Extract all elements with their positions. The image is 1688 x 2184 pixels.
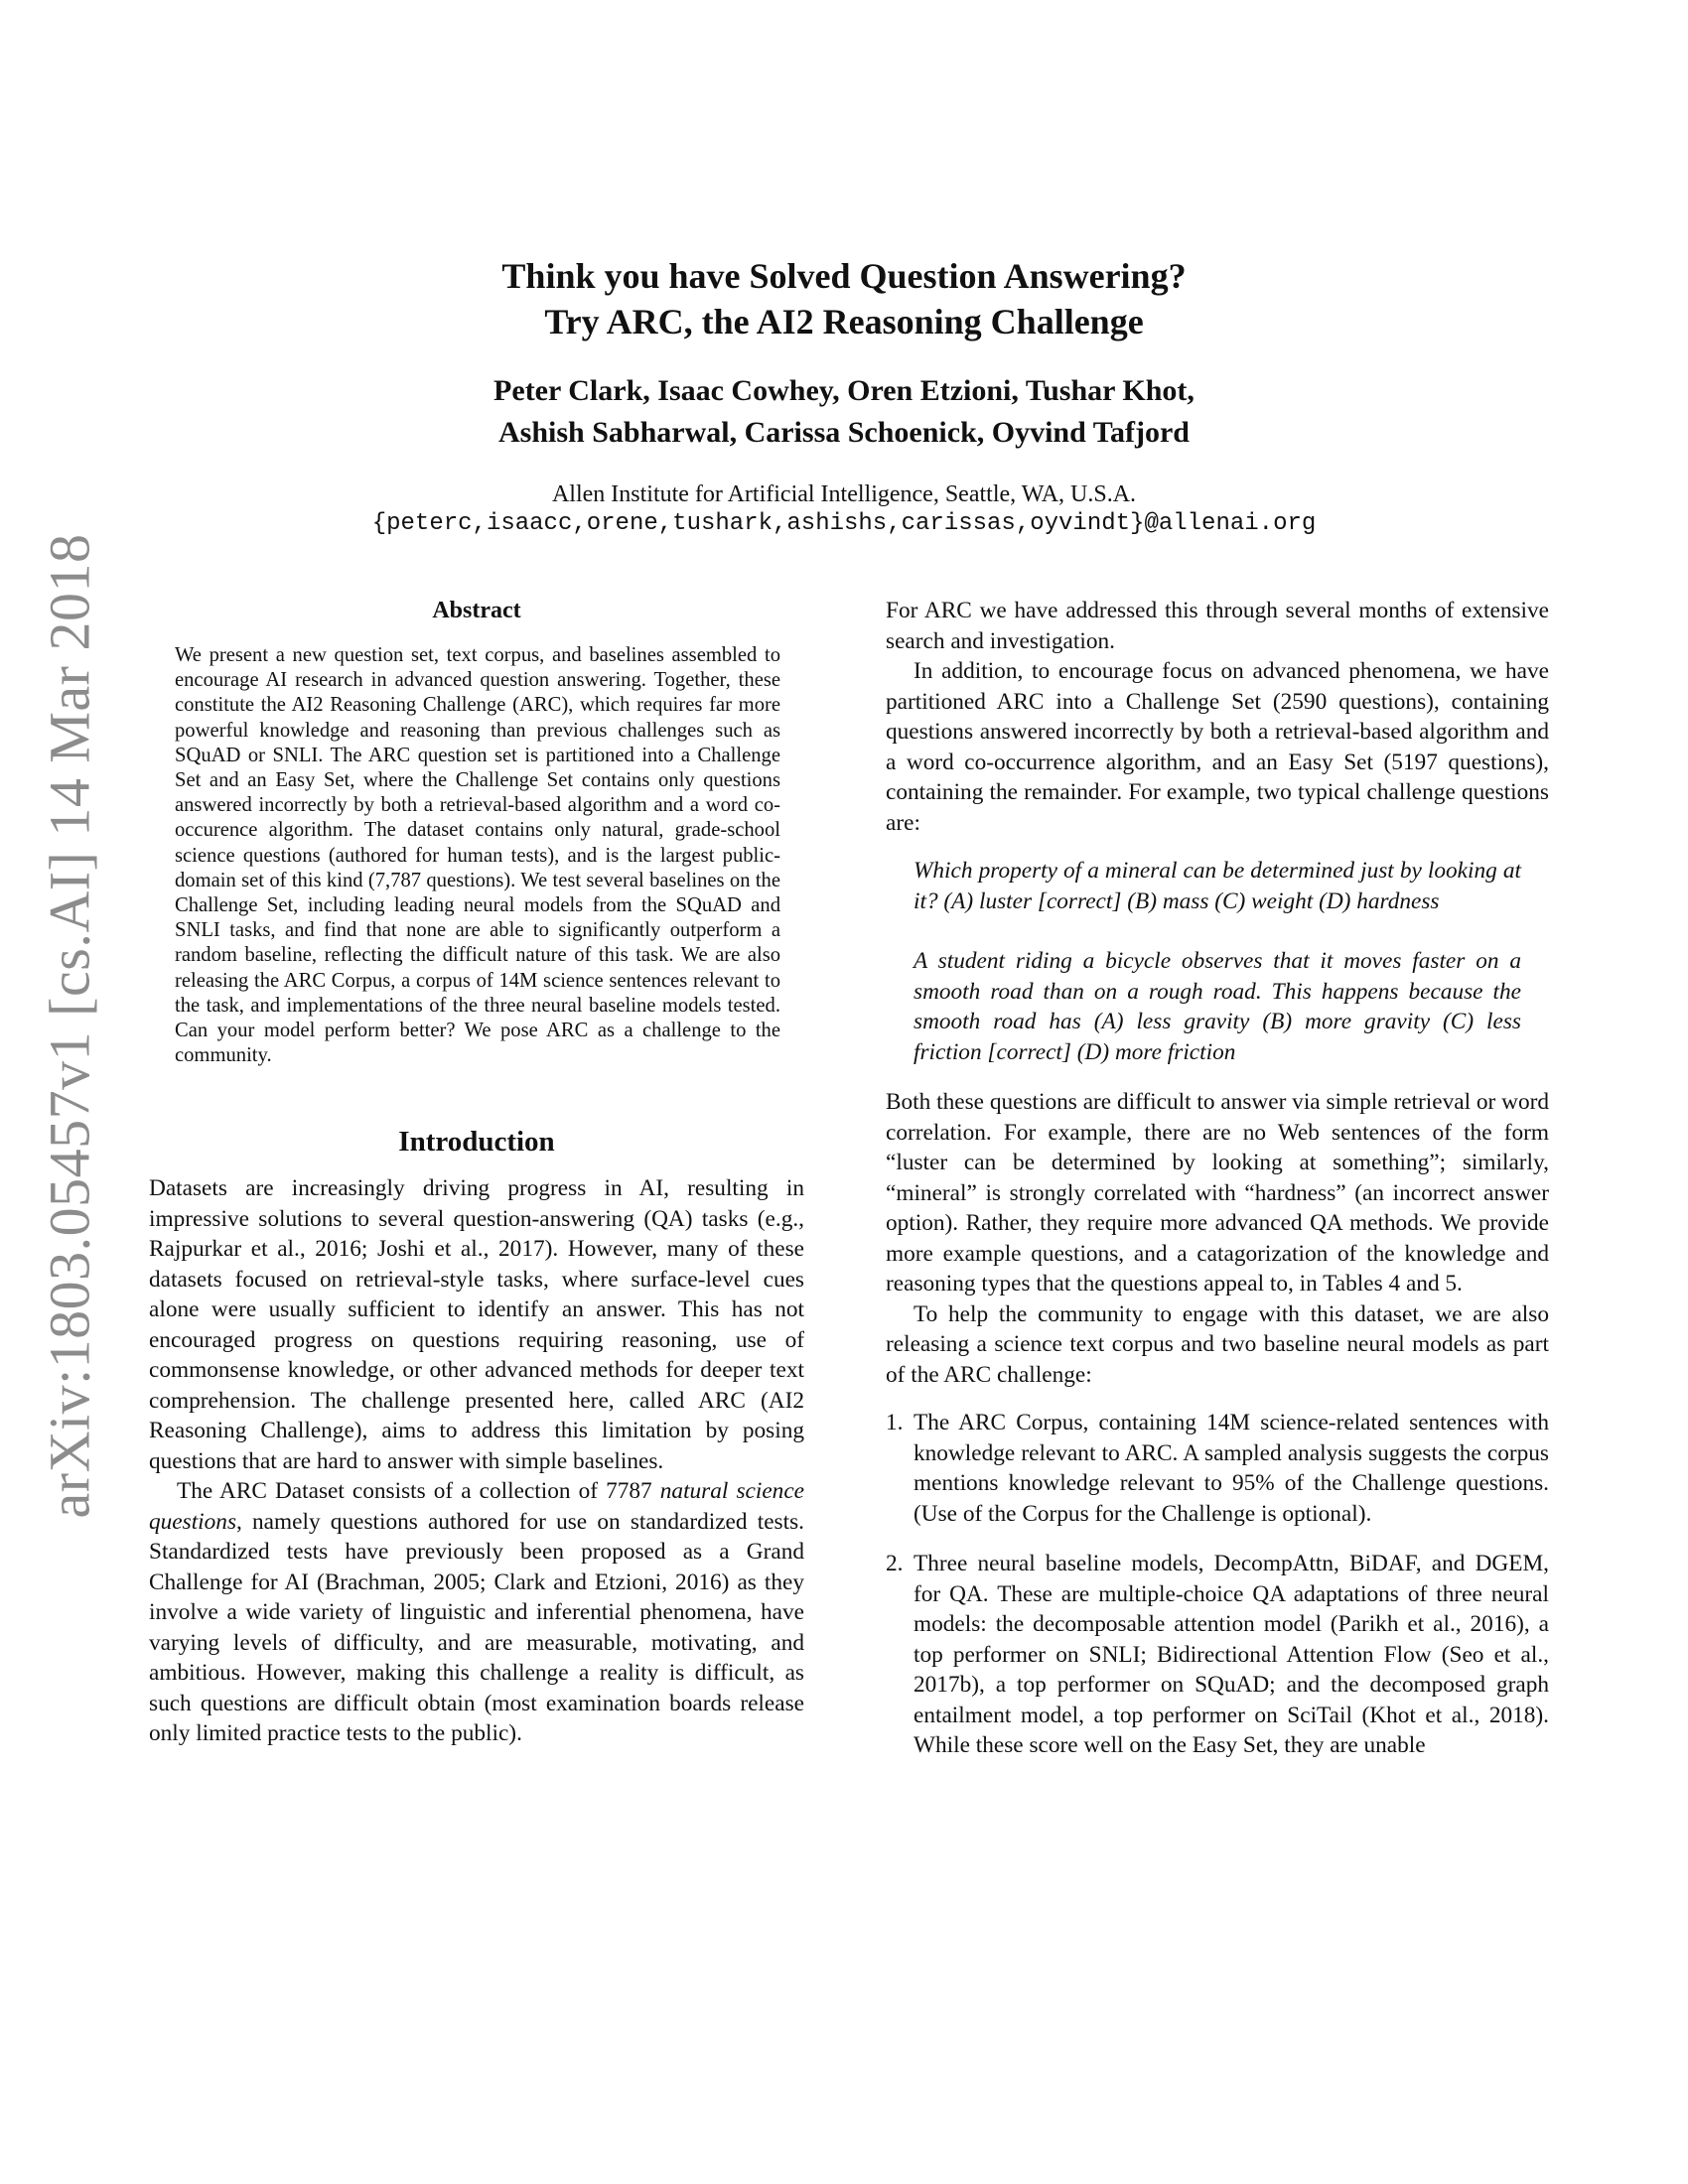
example-question-2: A student riding a bicycle observes that it moves faster on a smooth road than on a rough road. This happens because the smooth road has (A) less gravity (B) more gravity (C) less friction [correct] (D) more friction bbox=[914, 948, 1521, 1065]
introduction-heading: Introduction bbox=[398, 1126, 555, 1159]
intro-p2-start: The ARC Dataset consists of a collection of 7787 bbox=[177, 1478, 660, 1505]
intro-p2-rest: , namely questions authored for use on standardized tests. Standardized tests have previously been proposed as a Grand Challenge for AI (Brachman, 2005; Clark and Etzioni, 2016) as they involve a wide variety of linguistic and inferential phenomena, have varying levels of difficulty, and are measurable, motivating, and ambitious. However, making this challenge a reality is difficult, as such questions are difficult obtain (most examination boards release only limited practice tests to the public). bbox=[149, 1508, 804, 1747]
abstract-text: We present a new question set, text corpus, and baselines assembled to encourage AI research in advanced question answering. Together, these constitute the AI2 Reasoning Challenge (ARC), which requires far more powerful knowledge and reasoning than previous challenges such as SQuAD or SNLI. The ARC question set is partitioned into a Challenge Set and an Easy Set, where the Challenge Set contains only questions answered incorrectly by both a retrieval-based algorithm and a word co-occurence algorithm. The dataset contains only natural, grade-school science questions (authored for human tests), and is the largest public-domain set of this kind (7,787 questions). We test several baselines on the Challenge Set, including leading neural models from the SQuAD and SNLI tasks, and find that none are able to significantly outperform a random baseline, reflecting the difficult nature of this task. We are also releasing the ARC Corpus, a corpus of 14M science sentences relevant to the task, and implementations of the three neural baseline models tested. Can your model perform better? We pose ARC as a challenge to the community. bbox=[175, 644, 780, 1067]
list-item-text: Three neural baseline models, DecompAttn, BiDAF, and DGEM, for QA. These are multiple-choice QA adaptations of three neural models: the decomposable attention model (Parikh et al., 2016), a top performer on SNLI; Bidirectional Attention Flow (Seo et al., 2017b), a top performer on SQuAD; and the decomposed graph entailment model, a top performer on SciTail (Khot et al., 2018). While these score well on the Easy Set, they are unable bbox=[914, 1551, 1549, 1758]
list-item bbox=[886, 1408, 1549, 1529]
abstract-heading: Abstract bbox=[432, 598, 521, 623]
affiliation: Allen Institute for Artificial Intelligence, Seattle, WA, U.S.A. bbox=[551, 481, 1137, 507]
right-paragraph-4: To help the community to engage with this dataset, we are also releasing a science text corpus and two baseline neural models as part of the ARC challenge: bbox=[886, 1300, 1549, 1388]
right-column bbox=[886, 596, 1549, 1781]
right-paragraph-3: Both these questions are difficult to answer via simple retrieval or word correlation. For example, there are no Web sentences of the form “luster can be determined by looking at something”; similarly, “mineral” is strongly correlated with “hardness” (an incorrect answer option). Rather, they require more advanced QA methods. We provide more example questions, and a catagorization of the knowledge and reasoning types that the questions appeal to, in Tables 4 and 5. bbox=[886, 1089, 1549, 1297]
contribution-list bbox=[886, 1408, 1549, 1761]
list-item-number: 1. bbox=[886, 1410, 904, 1435]
list-item-text: The ARC Corpus, containing 14M science-related sentences with knowledge relevant to ARC. A sampled analysis suggests the corpus mentions knowledge relevant to 95% of the Challenge questions. (Use of the Corpus for the Challenge is optional). bbox=[914, 1410, 1549, 1527]
title-line-2: Try ARC, the AI2 Reasoning Challenge bbox=[544, 302, 1144, 341]
right-paragraph-1: For ARC we have addressed this through several months of extensive search and investigation. bbox=[886, 598, 1549, 654]
intro-paragraph-2 bbox=[149, 1476, 804, 1749]
paper-title bbox=[0, 253, 1688, 344]
arxiv-identifier: arXiv:1803.05457v1 [cs.AI] 14 Mar 2018 bbox=[37, 533, 102, 1519]
left-column bbox=[149, 596, 804, 1749]
list-item bbox=[886, 1549, 1549, 1761]
author-list bbox=[0, 370, 1688, 454]
intro-paragraph-1: Datasets are increasingly driving progress in AI, resulting in impressive solutions to several question-answering (QA) tasks (e.g., Rajpurkar et al., 2016; Joshi et al., 2017). However, many of these datasets focused on retrieval-style tasks, where surface-level cues alone were usually sufficient to identify an answer. This has not encouraged progress on questions requiring reasoning, use of commonsense knowledge, or other advanced methods for deeper text comprehension. The challenge presented here, called ARC (AI2 Reasoning Challenge), aims to address this limitation by posing questions that are hard to answer with simple baselines. bbox=[149, 1175, 804, 1474]
intro-p2-emphasis: natural science questions bbox=[149, 1478, 804, 1535]
right-paragraph-2: In addition, to encourage focus on advanced phenomena, we have partitioned ARC into a Challenge Set (2590 questions), containing questions answered incorrectly by both a retrieval-based algorithm and a word co-occurrence algorithm, and an Easy Set (5197 questions), containing the remainder. For example, two typical challenge questions are: bbox=[886, 658, 1549, 836]
authors-line-2: Ashish Sabharwal, Carissa Schoenick, Oyvind Tafjord bbox=[497, 416, 1190, 449]
example-question-1: Which property of a mineral can be determined just by looking at it? (A) luster [correct] (B) mass (C) weight (D) hardness bbox=[914, 858, 1521, 914]
authors-line-1: Peter Clark, Isaac Cowhey, Oren Etzioni, Tushar Khot, bbox=[493, 374, 1195, 407]
list-item-number: 2. bbox=[886, 1551, 904, 1576]
title-line-1: Think you have Solved Question Answering? bbox=[501, 256, 1187, 296]
author-emails: {peterc,isaacc,orene,tushark,ashishs,carissas,oyvindt}@allenai.org bbox=[371, 510, 1317, 537]
title-block bbox=[0, 253, 1688, 539]
